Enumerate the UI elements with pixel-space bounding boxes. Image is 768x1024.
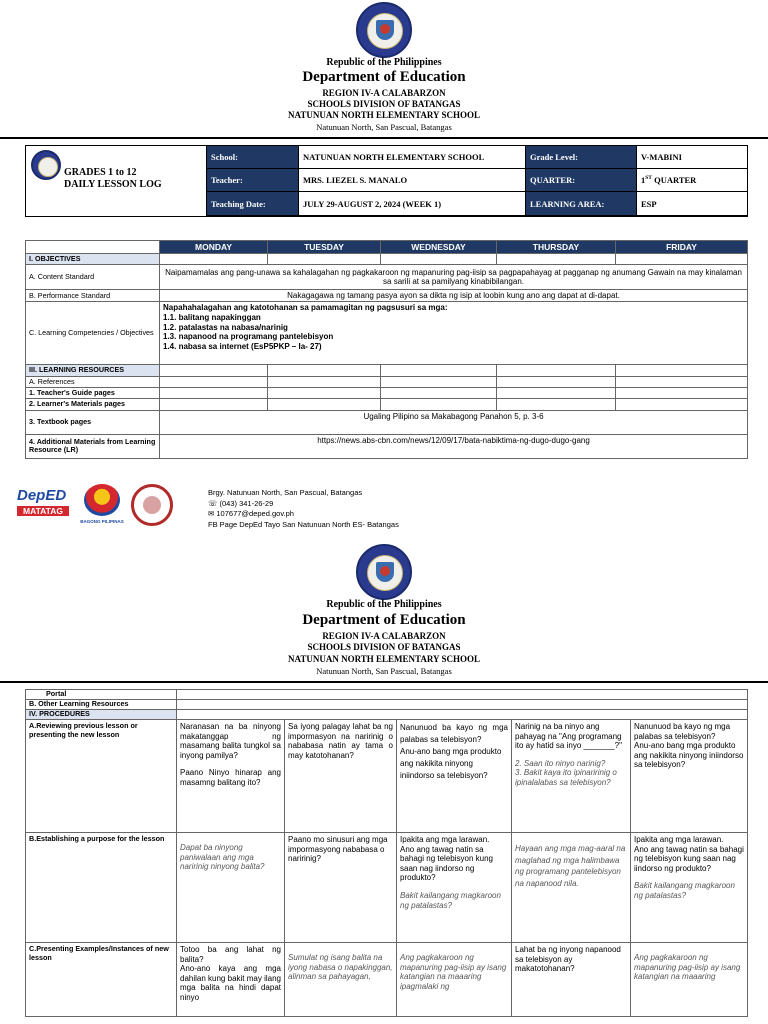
procedure-text: 3. Bakit kaya ito ipinaririnig o ipinalalabas sa telebisyon? xyxy=(515,768,617,787)
procedure-a-monday xyxy=(177,720,285,833)
learners-materials-label: 2. Learner's Materials pages xyxy=(26,399,160,410)
textbook-text: Ugaling Pilipino sa Makabagong Panahon 5, p. 3-6 xyxy=(160,410,748,434)
bagong-pilipinas-text: BAGONG PILIPINAS xyxy=(80,519,124,524)
procedure-b-tuesday: Paano mo sinusuri ang mga impormasyong nababasa o naririnig? xyxy=(285,833,397,943)
division-text: SCHOOLS DIVISION OF BATANGAS xyxy=(307,99,461,109)
competency-line: 1.3. napanood na programang pantelebisyon xyxy=(163,332,334,342)
day-header-wednesday: WEDNESDAY xyxy=(381,241,497,254)
school-label: School: xyxy=(207,146,299,169)
competency-line: Napahahalagahan ang katotohanan sa pamamagitan ng pagsusuri sa mga: xyxy=(163,303,448,313)
division-text: SCHOOLS DIVISION OF BATANGAS xyxy=(307,642,461,652)
procedure-text: Ipakita ang mga larawan. Ano ang tawag natin sa bahagi ng telebisyon kung saan nag iindorso ng produkto? xyxy=(400,835,493,883)
objectives-heading: I. OBJECTIVES xyxy=(26,254,160,265)
quarter-word: QUARTER xyxy=(654,175,697,185)
log-title: DAILY LESSON LOG xyxy=(64,179,162,190)
procedure-text: Hayaan ang mga mag-aaral na maglahad ng mga halimbawa ng programang pantelebisyon na napanood nila. xyxy=(515,844,626,888)
region-text: REGION IV-A CALABARZON xyxy=(322,88,446,98)
matatag-text: MATATAG xyxy=(17,506,69,516)
deped-logo-text: DepED xyxy=(17,487,67,504)
footer-email: 107677@deped.gov.ph xyxy=(216,509,294,518)
procedure-text: Paano Ninyo hinarap ang masamng balitang ito? xyxy=(180,768,281,787)
procedure-c-tuesday xyxy=(285,943,397,1017)
competency-line: 1.4. nabasa sa internet (EsP5PKP – Ia- 27) xyxy=(163,341,322,351)
other-resources-label: B. Other Learning Resources xyxy=(26,700,177,710)
procedure-text: Bakit kailangang magkaroon ng patalastas? xyxy=(634,881,735,900)
procedure-text: Ang pagkakaroon ng mapanuring pag-iisip ay isang katangian na maaaring xyxy=(634,953,741,982)
department-title: Department of Education xyxy=(302,69,466,85)
corner-cell xyxy=(26,241,160,254)
region-text: REGION IV-A CALABARZON xyxy=(322,631,446,641)
quarter-label: QUARTER: xyxy=(526,169,637,192)
textbook-label: 3. Textbook pages xyxy=(26,410,160,434)
footer-fb-page: FB Page DepEd Tayo San Natunuan North ES- Batangas xyxy=(208,519,399,529)
email-icon: ✉ xyxy=(208,509,215,518)
area-value: ESP xyxy=(637,192,748,216)
procedure-a-label: A.Reviewing previous lesson or presenting the new lesson xyxy=(26,720,177,833)
date-value: JULY 29-AUGUST 2, 2024 (WEEK 1) xyxy=(299,192,526,216)
portal-label: Portal xyxy=(26,690,177,700)
procedure-text: Nanunuod ba kayo ng mga palabas sa telebisyon? xyxy=(400,723,508,744)
procedure-text: Ang pagkakaroon ng mapanuring pag-iisip ay isang katangian na maaaring ipagmalaki ng xyxy=(400,953,507,991)
procedure-c-monday: Totoo ba ang lahat ng balita? Ano-ano kaya ang mga dahilan kung bakit may ilang mga balita na hindi dapat ninyo xyxy=(177,943,285,1017)
procedure-c-label: C.Presenting Examples/Instances of new lesson xyxy=(26,943,177,1017)
footer-email-row xyxy=(208,509,399,520)
school-seal-icon xyxy=(131,484,173,526)
bagong-pilipinas-logo xyxy=(78,484,126,530)
footer-address: Brgy. Natunuan North, San Pascual, Batangas xyxy=(208,488,363,497)
procedure-a-friday: Nanunuod ba kayo ng mga palabas sa telebisyon? Anu-ano bang mga produkto ang nakikita ninyong iniindorso sa telebisyon? xyxy=(631,720,748,833)
content-standard-text: Naipamamalas ang pang-unawa sa kahalagahan ng pagkakaroon ng mapanuring pag-iisip sa pagpapahayag at pagganap ng anumang Gawain na may kinalaman sa sarili at sa pamilyang kinabibilangan. xyxy=(160,265,748,290)
deped-matatag-logo xyxy=(17,487,69,527)
quarter-value xyxy=(637,169,748,192)
procedure-a-wednesday xyxy=(397,720,512,833)
procedure-text: 2. Saan ito ninyo narinig? xyxy=(515,758,606,768)
info-table xyxy=(206,145,748,216)
procedures-table xyxy=(25,689,748,1017)
address-text: Natunuan North, San Pascual, Batangas xyxy=(316,122,452,132)
competency-line: 1.1. balitang napakinggan xyxy=(163,313,261,323)
procedure-b-label: B.Establishing a purpose for the lesson xyxy=(26,833,177,943)
teacher-value: MRS. LIEZEL S. MANALO xyxy=(299,169,526,192)
procedure-text: Naranasan na ba ninyong makatanggap ng masamang balita tungkol sa inyong pamilya? xyxy=(180,722,281,760)
competency-line: 1.2. patalastas na nabasa/narinig xyxy=(163,322,288,332)
deped-seal-small-icon xyxy=(31,150,61,180)
school-value: NATUNUAN NORTH ELEMENTARY SCHOOL xyxy=(299,146,526,169)
area-label: LEARNING AREA: xyxy=(526,192,637,216)
procedure-c-thursday: Lahat ba ng inyong napanood sa telebisyon ay makatotohanan? xyxy=(512,943,631,1017)
performance-standard-text: Nakagagawa ng tamang pasya ayon sa dikta ng isip at loobin kung ano ang dapat at di-dapat. xyxy=(160,290,748,302)
resources-heading: III. LEARNING RESOURCES xyxy=(26,365,160,376)
date-label: Teaching Date: xyxy=(207,192,299,216)
procedures-heading: IV. PROCEDURES xyxy=(26,710,177,720)
phone-icon: ☏ xyxy=(208,498,218,508)
additional-materials-label: 4. Additional Materials from Learning Resource (LR) xyxy=(26,434,160,458)
footer-contact xyxy=(208,488,399,530)
day-header-tuesday: TUESDAY xyxy=(268,241,381,254)
procedure-c-friday xyxy=(631,943,748,1017)
deped-seal-icon xyxy=(356,544,412,600)
procedure-a-thursday xyxy=(512,720,631,833)
teachers-guide-label: 1. Teacher's Guide pages xyxy=(26,388,160,399)
republic-text: Republic of the Philippines xyxy=(326,599,442,610)
grades-title: GRADES 1 to 12 xyxy=(64,167,137,178)
teacher-label: Teacher: xyxy=(207,169,299,192)
competency-label: C. Learning Competencies / Objectives xyxy=(26,302,160,365)
header-divider xyxy=(0,137,768,139)
procedure-c-wednesday xyxy=(397,943,512,1017)
procedure-b-wednesday xyxy=(397,833,512,943)
content-standard-label: A. Content Standard xyxy=(26,265,160,290)
references-label: A. References xyxy=(26,376,160,387)
grade-value: V-MABINI xyxy=(637,146,748,169)
procedure-text: Anu-ano bang mga produkto ang nakikita ninyong iniindorso sa telebisyon? xyxy=(400,747,502,780)
republic-text: Republic of the Philippines xyxy=(326,57,442,68)
procedure-text: Bakit kailangang magkaroon ng patalastas? xyxy=(400,890,501,910)
procedure-b-monday xyxy=(177,833,285,943)
header-divider xyxy=(0,681,768,683)
bagong-pilipinas-emblem-icon xyxy=(84,484,120,516)
procedure-b-thursday xyxy=(512,833,631,943)
footer-phone-row xyxy=(208,499,399,510)
department-title: Department of Education xyxy=(302,612,466,628)
quarter-suffix: ST xyxy=(645,175,652,182)
additional-materials-link: https://news.abs-cbn.com/news/12/09/17/bata-nabiktima-ng-dugo-dugo-gang xyxy=(160,434,748,458)
footer-phone: (043) 341-26-29 xyxy=(219,498,274,508)
school-text: NATUNUAN NORTH ELEMENTARY SCHOOL xyxy=(288,654,480,664)
day-header-monday: MONDAY xyxy=(160,241,268,254)
school-text: NATUNUAN NORTH ELEMENTARY SCHOOL xyxy=(288,110,480,120)
competency-cell xyxy=(160,302,748,365)
performance-standard-label: B. Performance Standard xyxy=(26,290,160,302)
address-text: Natunuan North, San Pascual, Batangas xyxy=(316,666,452,676)
procedure-text: Sumulat ng isang balita na iyong nabasa o napakinggan, alinman sa pahayagan, xyxy=(288,953,393,982)
procedure-text: Narinig na ba ninyo ang pahayag na "Ang programang ito ay hatid sa inyo _______?" xyxy=(515,722,622,751)
day-header-thursday: THURSDAY xyxy=(497,241,616,254)
procedure-text: Dapat ba ninyong paniwalaan ang mga naririnig ninyong balita? xyxy=(180,843,265,872)
procedure-text: Ipakita ang mga larawan. Ano ang tawag natin sa bahagi ng telebisyon kung saan nag iindorso ng produkto? xyxy=(634,835,744,873)
grade-label: Grade Level: xyxy=(526,146,637,169)
dll-table xyxy=(25,240,748,459)
procedure-a-tuesday: Sa iyong palagay lahat ba ng impormasyon na naririnig o nababasa natin ay tama o may katotohanan? xyxy=(285,720,397,833)
quarter-number: 1 xyxy=(641,175,646,185)
procedure-b-friday xyxy=(631,833,748,943)
deped-seal-icon xyxy=(356,2,412,58)
day-header-friday: FRIDAY xyxy=(616,241,748,254)
